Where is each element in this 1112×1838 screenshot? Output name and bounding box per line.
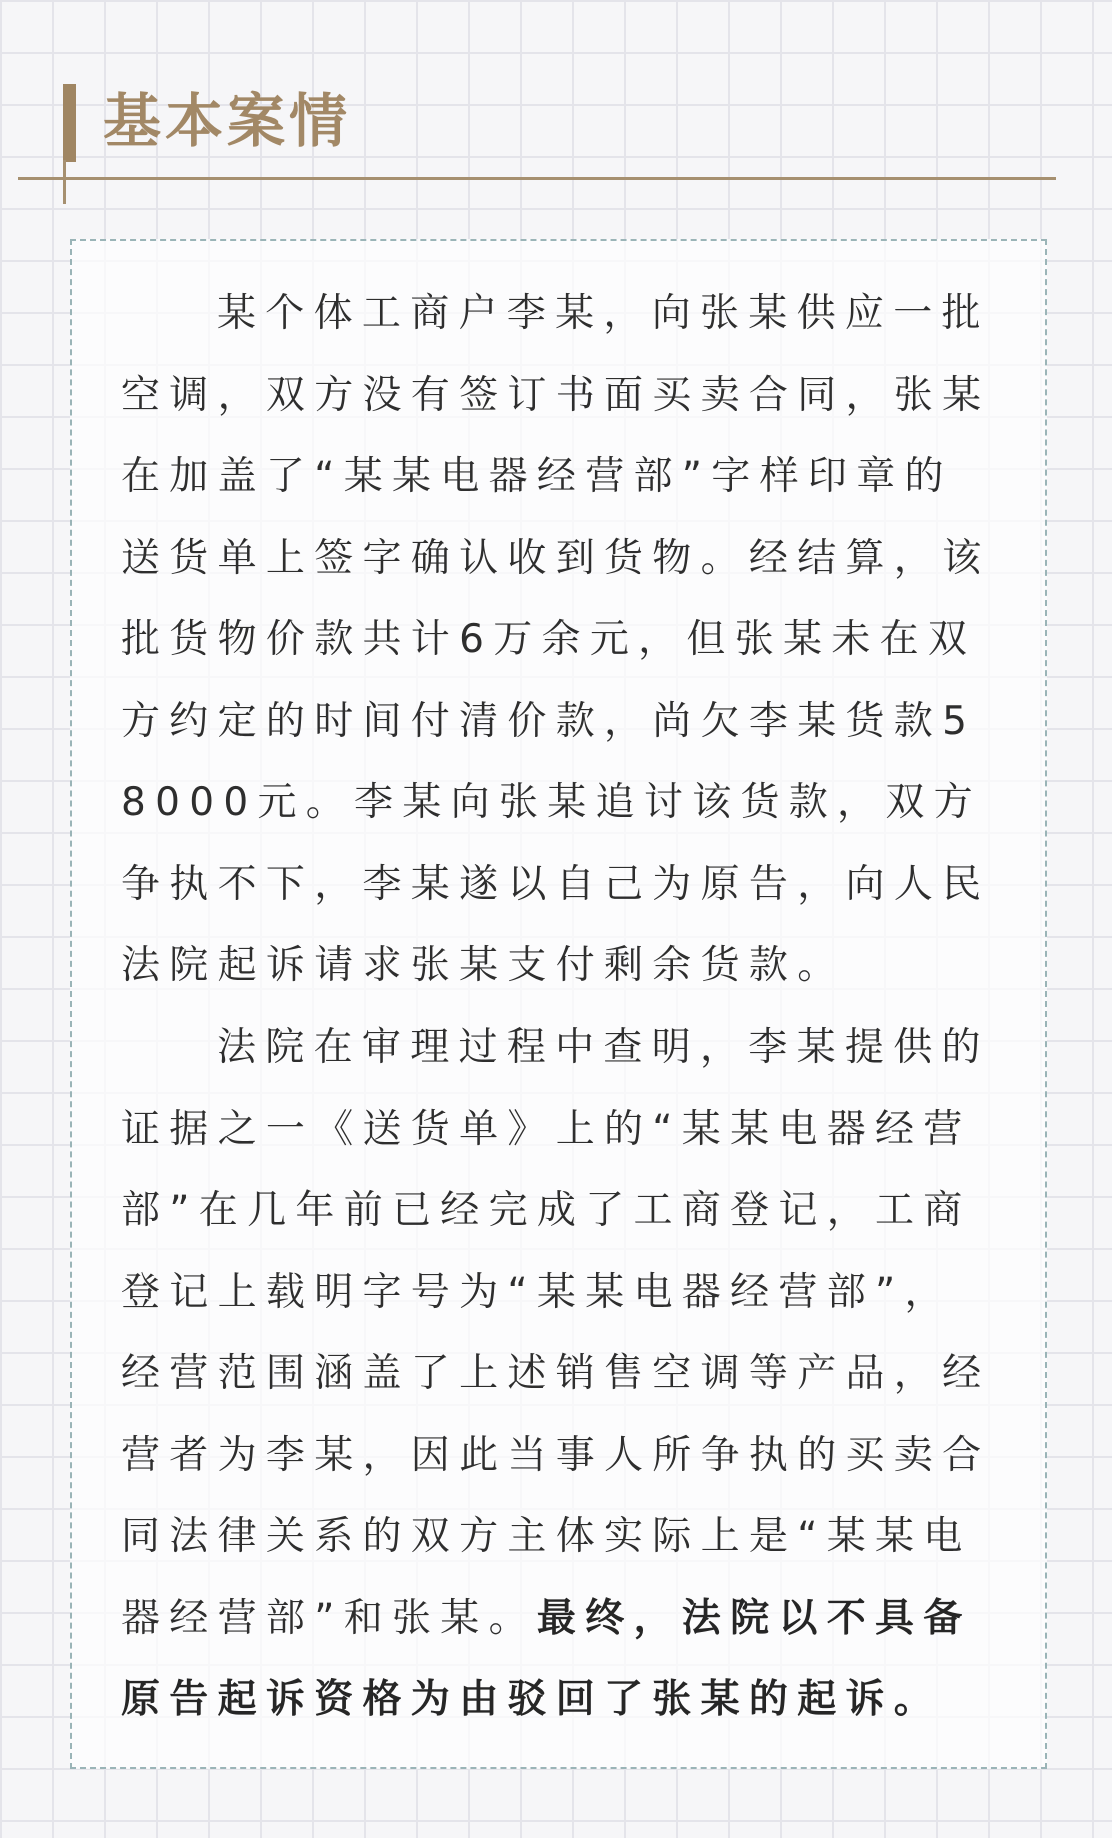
case-paragraph-2-text: 法院在审理过程中查明，李某提供的证据之一《送货单》上的“某某电器经营部”在几年前已经完成了工商登记，工商登记上载明字号为“某某电器经营部”，经营范围涵盖了上述销售空调等产品，经营者为李某，因此当事人所争执的买卖合同法律关系的双方主体实际上是“某某电器经营部”和张某。 bbox=[121, 1025, 991, 1641]
title-accent-bar bbox=[63, 84, 76, 162]
underline-tick bbox=[63, 160, 66, 204]
case-content-box bbox=[70, 239, 1047, 1769]
title-underline bbox=[18, 177, 1056, 180]
case-paragraph-2 bbox=[121, 1007, 996, 1741]
section-header bbox=[0, 0, 1112, 210]
case-conclusion-bold: 最终，法院以不具备原告起诉资格为由驳回了张某的起诉。 bbox=[121, 1595, 972, 1722]
section-title: 基本案情 bbox=[103, 87, 352, 155]
case-paragraph-1: 某个体工商户李某，向张某供应一批空调，双方没有签订书面买卖合同，张某在加盖了“某某电器经营部”字样印章的送货单上签字确认收到货物。经结算，该批货物价款共计6万余元，但张某未在双方约定的时间付清价款，尚欠李某货款58000元。李某向张某追讨该货款，双方争执不下，李某遂以自己为原告，向人民法院起诉请求张某支付剩余货款。 bbox=[121, 291, 991, 988]
